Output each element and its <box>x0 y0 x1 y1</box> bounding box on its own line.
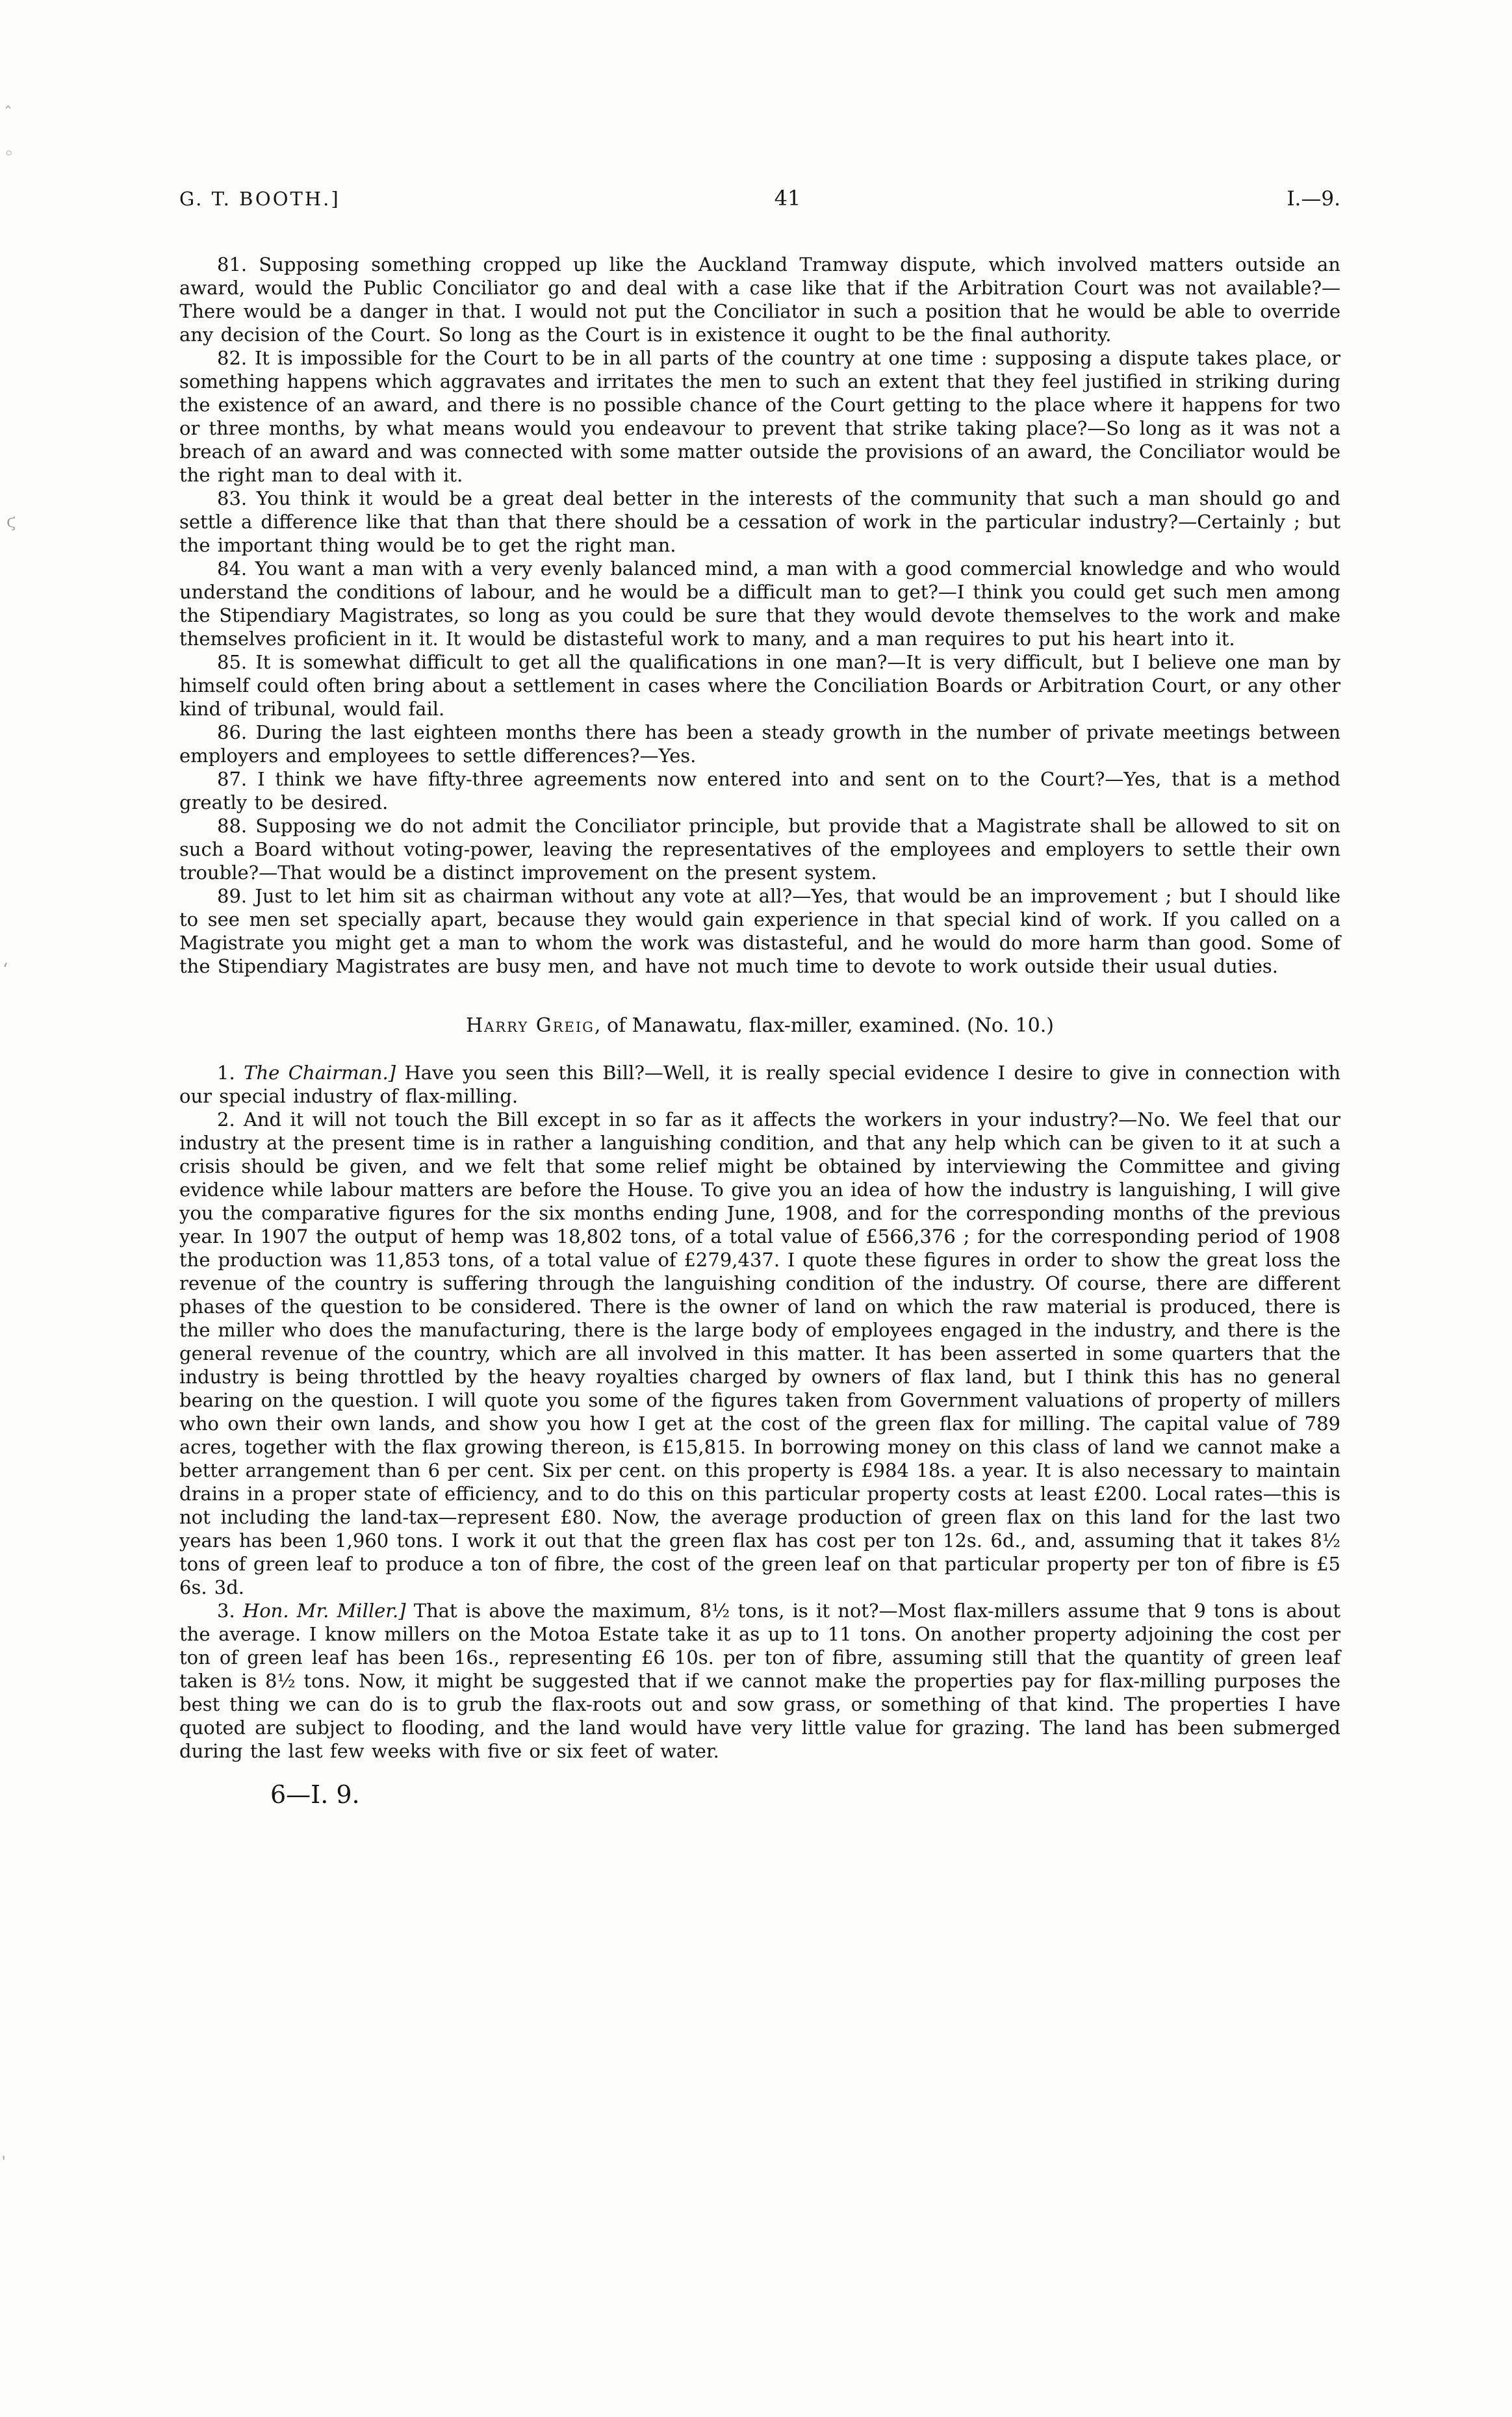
question-number: 1. <box>217 1062 244 1084</box>
qa-paragraph-87: 87. I think we have fifty-three agreements now entered into and sent on to the Court?—Yes, that is a method greatly to be desired. <box>179 768 1340 813</box>
qa-text: That is above the maximum, 8½ tons, is it not?—Most flax-millers assume that 9 tons is about the average. I know millers on the Motoa Estate take it as up to 11 tons. On another property adjoining the cost per ton of green leaf has been 16s., representing £6 10s. per ton of fibre, assuming still that the quantity of green leaf taken is 8½ tons. Now, it might be suggested that if we cannot make the properties pay for flax-milling purposes the best thing we can do is to grub the flax-roots out and sow grass, or something of that kind. The properties I have quoted are subject to flooding, and the land would have very little value for grazing. The land has been submerged during the last few weeks with five or six feet of water. <box>179 1600 1340 1762</box>
running-head-witness: G. T. BOOTH.] <box>179 188 340 210</box>
speaker-name: The Chairman.] <box>244 1062 396 1084</box>
witness-examination-heading <box>179 1014 1340 1038</box>
page-number: 41 <box>774 186 801 211</box>
qa-text: Have you seen this Bill?—Well, it is really special evidence I desire to give in connection with our special industry of flax-milling. <box>179 1062 1340 1107</box>
imprint-signature: 6—I. 9. <box>270 1780 360 1809</box>
scan-speck: ϛ <box>6 512 16 531</box>
qa-paragraph-2 <box>179 1108 1340 1599</box>
page-content <box>179 187 1340 1808</box>
scan-speck: ◦ <box>4 144 14 164</box>
booth-testimony-section <box>179 253 1340 978</box>
scan-speck: ʻ <box>3 960 8 980</box>
question-number: 3. <box>217 1600 243 1622</box>
qa-paragraph-83: 83. You think it would be a great deal better in the interests of the community that such a man should go and settle a difference like that than that there should be a cessation of work in the particular industry?—Certainly ; but the important thing would be to get the right man. <box>179 487 1340 556</box>
qa-paragraph-84: 84. You want a man with a very evenly balanced mind, a man with a good commercial knowledge and who would understand the conditions of labour, and he would be a difficult man to get?—I think you could get such men among the Stipendiary Magistrates, so long as you could be sure that they would devote themselves to the work and make themselves proficient in it. It would be distasteful work to many, and a man requires to put his heart into it. <box>179 557 1340 650</box>
qa-paragraph-1 <box>179 1061 1340 1108</box>
qa-paragraph-3 <box>179 1599 1340 1763</box>
qa-paragraph-86: 86. During the last eighteen months there has been a steady growth in the number of private meetings between employers and employees to settle differences?—Yes. <box>179 721 1340 767</box>
greig-testimony-section <box>179 1061 1340 1763</box>
qa-paragraph-85: 85. It is somewhat difficult to get all the qualifications in one man?—It is very difficult, but I believe one man by himself could often bring about a settlement in cases where the Conciliation Boards or Arbitration Court, or any other kind of tribunal, would fail. <box>179 651 1340 720</box>
paper-reference: I.—9. <box>1287 187 1340 211</box>
qa-paragraph-81: 81. Supposing something cropped up like the Auckland Tramway dispute, which involved matters outside an award, would the Public Conciliator go and deal with a case like that if the Arbitration Court was not available?—There would be a danger in that. I would not put the Conciliator in such a position that he would be able to override any decision of the Court. So long as the Court is in existence it ought to be the final authority. <box>179 253 1340 346</box>
witness-heading-rest: , of Manawatu, flax-miller, examined. (No. 10.) <box>594 1014 1054 1037</box>
running-head <box>179 187 1340 210</box>
witness-name: Harry Greig <box>466 1014 595 1037</box>
speaker-name: Hon. Mr. Miller.] <box>242 1600 406 1622</box>
qa-paragraph-82: 82. It is impossible for the Court to be in all parts of the country at one time : supposing a dispute takes place, or something happens which aggravates and irritates the men to such an extent that they feel justified in striking during the existence of an award, and there is no possible chance of the Court getting to the place where it happens for two or three months, by what means would you endeavour to prevent that strike taking place?—So long as it was not a breach of an award and was connected with some matter outside the provisions of an award, the Conciliator would be the right man to deal with it. <box>179 347 1340 486</box>
scan-speck: ˌ <box>1 2143 6 2162</box>
qa-paragraph-88: 88. Supposing we do not admit the Conciliator principle, but provide that a Magistrate shall be allowed to sit on such a Board without voting-power, leaving the representatives of the employees and employers to settle their own trouble?—That would be a distinct improvement on the present system. <box>179 815 1340 884</box>
scan-speck: ‸ <box>5 90 11 109</box>
qa-text: 2. And it will not touch the Bill except in so far as it affects the workers in your industry?—No. We feel that our industry at the present time is in rather a languishing condition, and that any help which can be given to it at such a crisis should be given, and we felt that some relief might be obtained by interviewing the Committee and giving evidence while labour matters are before the House. To give you an idea of how the industry is languishing, I will give you the comparative figures for the six months ending June, 1908, and for the corresponding months of the previous year. In 1907 the output of hemp was 18,802 tons, of a total value of £566,376 ; for the corresponding period of 1908 the production was 11,853 tons, of a total value of £279,437. I quote these figures in order to show the great loss the revenue of the country is suffering through the languishing condition of the industry. Of course, there are different phases of the question to be considered. There is the owner of land on which the raw material is produced, there is the miller who does the manufacturing, there is the large body of employees engaged in the industry, and there is the general revenue of the country, which are all involved in this matter. It has been asserted in some quarters that the industry is being throttled by the heavy royalties charged by owners of flax land, but I think this has no general bearing on the question. I will quote you some of the figures taken from Government valuations of property of millers who own their own lands, and show you how I get at the cost of the green flax for milling. The capital value of 789 acres, together with the flax growing thereon, is £15,815. In borrowing money on this class of land we cannot make a better arrangement than 6 per cent. Six per cent. on this property is £984 18s. a year. It is also necessary to maintain drains in a proper state of efficiency, and to do this on this particular property costs at least £200. Local rates—this is not including the land-tax—represent £80. Now, the average production of green flax on this land for the last two years has been 1,960 tons. I work it out that the green flax has cost per ton 12s. 6d., and, assuming that it takes 8½ tons of green leaf to produce a ton of fibre, the cost of the green leaf on that particular property per ton of fibre is £5 6s. 3d. <box>179 1108 1340 1598</box>
qa-paragraph-89: 89. Just to let him sit as chairman without any vote at all?—Yes, that would be an improvement ; but I should like to see men set specially apart, because they would gain experience in that special kind of work. If you called on a Magistrate you might get a man to whom the work was distasteful, and he would do more harm than good. Some of the Stipendiary Magistrates are busy men, and have not much time to devote to work outside their usual duties. <box>179 885 1340 977</box>
